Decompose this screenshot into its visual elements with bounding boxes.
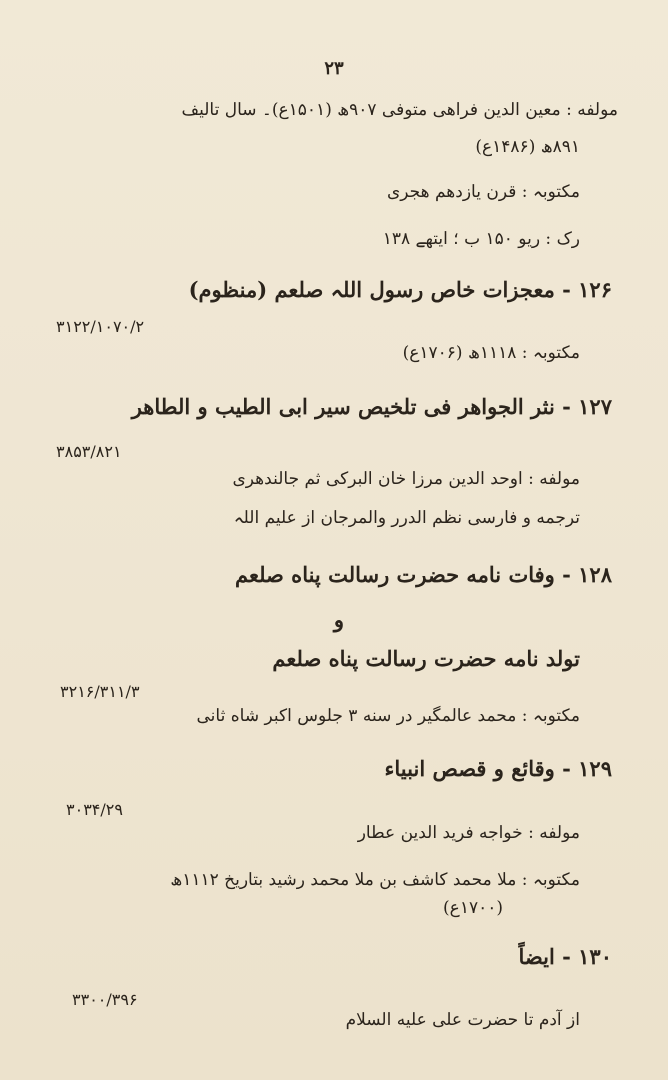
entry-125-compose-date: ۸۹۱ھ (۱۴۸۶ع): [475, 137, 580, 157]
entry-130-shelfmark: ۳۳۰۰/۳۹۶: [72, 990, 138, 1009]
entry-125-copied: مکتوبہ : قرن یازدهم هجری: [386, 182, 580, 202]
entry-125-reference: رک : ریو ۱۵۰ ب ؛ ایتھے ۱۳۸: [382, 229, 580, 249]
entry-128-copied: مکتوبہ : محمد عالمگیر در سنه ۳ جلوس اکبر شاه ثانی: [196, 706, 580, 726]
entry-130-title: ۱۳۰ - ایضاً: [518, 944, 612, 969]
entry-130-description: از آدم تا حضرت علی علیه السلام: [345, 1010, 580, 1030]
entry-128-conjunction: و: [333, 607, 344, 632]
page-number: ۲۳: [324, 58, 344, 79]
entry-127-shelfmark: ۳۸۵۳/۸۲۱: [56, 442, 122, 461]
entry-127-title: ۱۲۷ - نثر الجواهر فی تلخیص سیر ابی الطیب و الطاهر: [131, 394, 612, 419]
entry-126-title: ۱۲۶ - معجزات خاص رسول اللہ صلعم (منظوم): [188, 277, 612, 302]
entry-128-title: ۱۲۸ - وفات نامه حضرت رسالت پناه صلعم: [234, 562, 612, 587]
entry-125-author: مولفه : معین الدین فراهی متوفی ۹۰۷ھ (۱۵۰۱ع)۔ سال تالیف: [181, 100, 618, 120]
entry-129-copied: مکتوبہ : ملا محمد کاشف بن ملا محمد رشید بتاریخ ۱۱۱۲ھ: [170, 870, 580, 890]
entry-126-copied: مکتوبہ : ۱۱۱۸ھ (۱۷۰۶ع): [402, 343, 580, 363]
entry-128-subtitle: تولد نامه حضرت رسالت پناه صلعم: [272, 646, 580, 671]
entry-129-shelfmark: ۳۰۳۴/۲۹: [66, 800, 123, 819]
entry-129-author: مولفه : خواجه فرید الدین عطار: [357, 823, 580, 843]
entry-128-shelfmark: ۳۲۱۶/۳۱۱/۳: [60, 682, 140, 701]
entry-129-title: ۱۲۹ - وقائع و قصص انبیاء: [384, 756, 612, 781]
entry-127-author: مولفه : اوحد الدین مرزا خان البرکی ثم جالندھری: [232, 469, 580, 489]
entry-126-shelfmark: ۳۱۲۲/۱۰۷۰/۲: [56, 317, 145, 336]
entry-127-translation: ترجمه و فارسی نظم الدرر والمرجان از علیم اللہ: [233, 508, 580, 528]
entry-129-copied-date: (۱۷۰۰ع): [443, 898, 503, 918]
